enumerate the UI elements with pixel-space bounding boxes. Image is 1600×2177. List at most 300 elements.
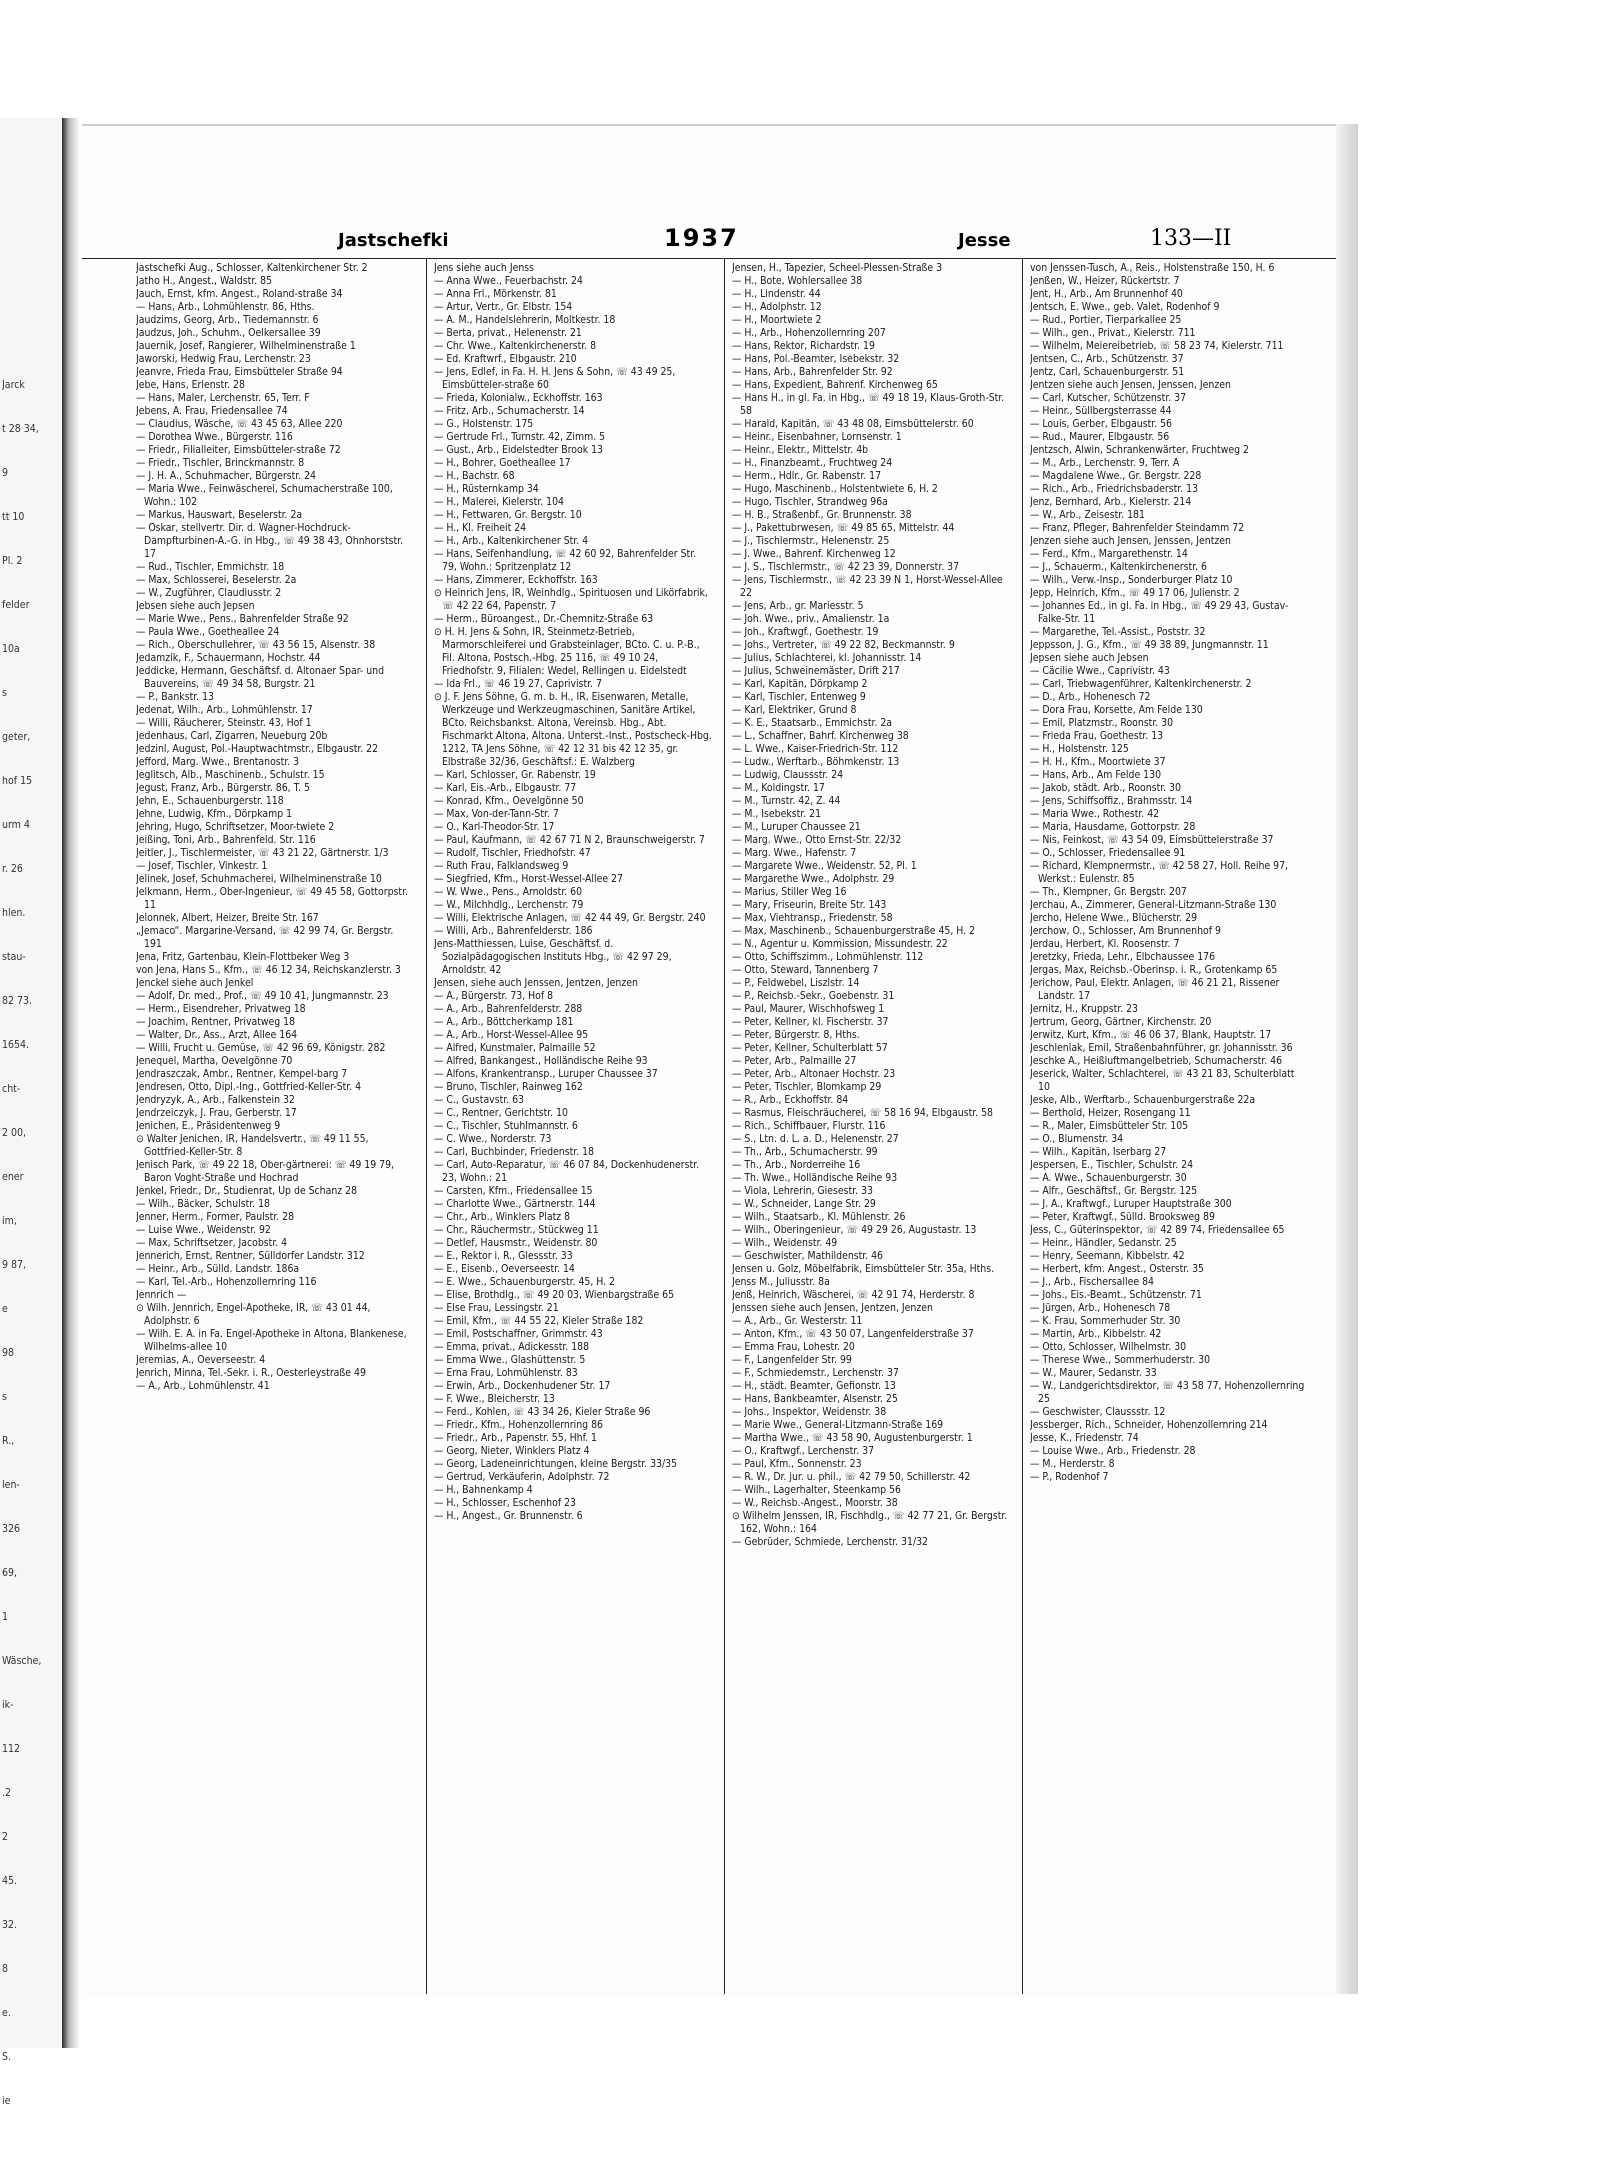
book-gutter: [62, 118, 80, 2048]
previous-page-fragment: hlen.: [2, 908, 26, 919]
directory-entry: Jastschefki Aug., Schlosser, Kaltenkirchener Str. 2: [136, 262, 368, 274]
previous-page-fragment: 2: [2, 1832, 9, 1843]
directory-entry: Jensen, H., Tapezier, Scheel-Plessen-Straße 3: [732, 262, 943, 274]
directory-entry: — Markus, Hauswart, Beselerstr. 2a: [136, 509, 303, 521]
directory-entry: Jebens, A. Frau, Friedensallee 74: [136, 405, 288, 417]
directory-entry: — Chr., Räuchermstr., Stückweg 11: [434, 1224, 599, 1236]
directory-entry: — J., Pakettubrwesen, ☏ 49 85 65, Mittelstr. 44: [732, 522, 955, 534]
directory-entry: — Rich., Schiffbauer, Flurstr. 116: [732, 1120, 886, 1132]
directory-entry: — Friedr., Kfm., Hohenzollernring 86: [434, 1419, 603, 1431]
directory-entry: — Paula Wwe., Goetheallee 24: [136, 626, 280, 638]
directory-entry: ⊙ J. F. Jens Söhne, G. m. b. H., IR, Eisenwaren, Metalle, Werkzeuge und Werkzeugmaschinen, Sanitäre Artikel, BCto. Reichsbankst. Altona, Vereinsb. Hbg., Abt. Fischmarkt Altona, Altona. Unterst.-Inst., Postscheck-Hbg. 1212, TA Jens Söhne, ☏ 42 12 31 bis 42 12 35, gr. Elbstraße 32/36, Geschäftsf.: E. Walzberg: [434, 691, 712, 768]
directory-entry: — Cäcilie Wwe., Caprivistr. 43: [1030, 665, 1170, 677]
directory-entry: Jeschke A., Heißluftmangelbetrieb, Schumacherstr. 46: [1030, 1055, 1283, 1067]
directory-entry: — C., Tischler, Stuhlmannstr. 6: [434, 1120, 578, 1132]
previous-page-fragment: tt 10: [2, 512, 25, 523]
directory-entry: — Karl, Schlosser, Gr. Rabenstr. 19: [434, 769, 596, 781]
directory-entry: — W. Wwe., Pens., Arnoldstr. 60: [434, 886, 583, 898]
previous-page-fragment: 9 87,: [2, 1260, 27, 1271]
directory-entry: Jendryzyk, A., Arb., Falkenstein 32: [136, 1094, 295, 1106]
directory-entry: Jergas, Max, Reichsb.-Oberinsp. i. R., Grotenkamp 65: [1030, 964, 1278, 976]
previous-page-fragment: geter,: [2, 732, 31, 743]
directory-entry: — Th., Arb., Schumacherstr. 99: [732, 1146, 878, 1158]
directory-entry: — H., Arb., Hohenzollernring 207: [732, 327, 886, 339]
directory-entry: — Ferd., Kfm., Margarethenstr. 14: [1030, 548, 1188, 560]
directory-entry: — Rasmus, Fleischräucherei, ☏ 58 16 94, Elbgaustr. 58: [732, 1107, 993, 1119]
directory-entry: — Hans, Expedient, Bahrenf. Kirchenweg 65: [732, 379, 938, 391]
directory-entry: — Marius, Stiller Weg 16: [732, 886, 847, 898]
directory-entry: — Josef, Tischler, Vinkestr. 1: [136, 860, 268, 872]
directory-entry: — M., Luruper Chaussee 21: [732, 821, 861, 833]
directory-entry: — J. H. A., Schuhmacher, Bürgerstr. 24: [136, 470, 316, 482]
directory-entry: — H., Angest., Gr. Brunnenstr. 6: [434, 1510, 583, 1522]
directory-entry: — Ludwig, Claussstr. 24: [732, 769, 844, 781]
directory-entry: — J. A., Kraftwgf., Luruper Hauptstraße 300: [1030, 1198, 1232, 1210]
directory-entry: von Jena, Hans S., Kfm., ☏ 46 12 34, Reichskanzlerstr. 3: [136, 964, 401, 976]
directory-entry: — W., Schneider, Lange Str. 29: [732, 1198, 876, 1210]
directory-entry: — Georg, Nieter, Winklers Platz 4: [434, 1445, 590, 1457]
directory-entry: — Heinr., Süllbergsterrasse 44: [1030, 405, 1172, 417]
directory-entry: — H., Schlosser, Eschenhof 23: [434, 1497, 576, 1509]
directory-entry: Jens siehe auch Jenss: [434, 262, 535, 274]
directory-entry: — W., Milchhdlg., Lerchenstr. 79: [434, 899, 584, 911]
directory-entry: — Louis, Gerber, Elbgaustr. 56: [1030, 418, 1172, 430]
directory-entry: — L., Schaffner, Bahrf. Kirchenweg 38: [732, 730, 909, 742]
previous-page-fragment: len-: [2, 1480, 20, 1491]
directory-entry: — H., Bachstr. 68: [434, 470, 515, 482]
directory-entry: — C. Wwe., Norderstr. 73: [434, 1133, 552, 1145]
directory-entry: — Maria Wwe., Feinwäscherei, Schumacherstraße 100, Wohn.: 102: [136, 483, 393, 508]
directory-entry: — Th., Klempner, Gr. Bergstr. 207: [1030, 886, 1187, 898]
previous-page-fragment: 112: [2, 1744, 21, 1755]
directory-entry: — J. Wwe., Bahrenf. Kirchenweg 12: [732, 548, 896, 560]
directory-entry: — Peter, Arb., Altonaer Hochstr. 23: [732, 1068, 896, 1080]
directory-entry: — Anton, Kfm., ☏ 43 50 07, Langenfelderstraße 37: [732, 1328, 974, 1340]
directory-entry: — Marie Wwe., General-Litzmann-Straße 169: [732, 1419, 944, 1431]
directory-entry: — Wilh., gen., Privat., Kielerstr. 711: [1030, 327, 1196, 339]
directory-entry: — Hans, Pol.-Beamter, Isebekstr. 32: [732, 353, 900, 365]
header-last-entry: Jesse: [958, 230, 1011, 251]
directory-entry: — Carl, Kutscher, Schützenstr. 37: [1030, 392, 1187, 404]
directory-columns: [126, 262, 1322, 1992]
directory-entry: — Oskar, stellvertr. Dir. d. Wagner-Hochdruck-Dampfturbinen-A.-G. in Hbg., ☏ 49 38 43, Ohnhorststr. 17: [136, 522, 404, 560]
previous-page-fragment: 82 73.: [2, 996, 33, 1007]
directory-entry: — Friedr., Arb., Papenstr. 55, Hhf. 1: [434, 1432, 597, 1444]
directory-entry: — Mary, Friseurin, Breite Str. 143: [732, 899, 887, 911]
directory-entry: — Berta, privat., Helenenstr. 21: [434, 327, 582, 339]
directory-entry: — Johs., Inspektor, Weidenstr. 38: [732, 1406, 887, 1418]
directory-entry: Jenisch Park, ☏ 49 22 18, Ober-gärtnerei: ☏ 49 19 79, Baron Voght-Straße und Hochrad: [136, 1159, 394, 1184]
directory-entry: — L. Wwe., Kaiser-Friedrich-Str. 112: [732, 743, 899, 755]
column-2: [434, 262, 712, 1992]
directory-entry: Jerdau, Herbert, Kl. Roosenstr. 7: [1030, 938, 1180, 950]
directory-entry: — Erna Frau, Lohmühlenstr. 83: [434, 1367, 578, 1379]
directory-entry: — Rud., Tischler, Emmichstr. 18: [136, 561, 285, 573]
directory-entry: Jenssen siehe auch Jensen, Jentzen, Jenzen: [732, 1302, 933, 1314]
directory-entry: Jenner, Herm., Former, Paulstr. 28: [136, 1211, 295, 1223]
directory-entry: — Otto, Schlosser, Wilhelmstr. 30: [1030, 1341, 1187, 1353]
directory-entry: Jens-Matthiessen, Luise, Geschäftsf. d. Sozialpädagogischen Instituts Hbg., ☏ 42 97 29, Arnoldstr. 42: [434, 938, 672, 976]
directory-entry: — Louise Wwe., Arb., Friedenstr. 28: [1030, 1445, 1196, 1457]
directory-entry: Jess, C., Güterinspektor, ☏ 42 89 74, Friedensallee 65: [1030, 1224, 1285, 1236]
directory-entry: ⊙ H. H. Jens & Sohn, IR, Steinmetz-Betrieb, Marmorschleiferei und Grabsteinlager, BCto. C. u. P.-B., Fil. Altona, Postsch.-Hbg. 25 116, ☏ 49 10 24, Friedhofstr. 9, Filialen: Wedel, Rellingen u. Eidelstedt: [434, 626, 700, 677]
previous-page-fragment: .2: [2, 1788, 12, 1799]
directory-entry: — Gertrud, Verkäuferin, Adolphstr. 72: [434, 1471, 610, 1483]
directory-entry: — G., Holstenstr. 175: [434, 418, 534, 430]
previous-page-fragment: t 28 34,: [2, 424, 39, 435]
directory-entry: — Alfons, Krankentransp., Luruper Chaussee 37: [434, 1068, 658, 1080]
directory-entry: — M., Turnstr. 42, Z. 44: [732, 795, 841, 807]
directory-entry: Jenßen, W., Heizer, Rückertstr. 7: [1030, 275, 1180, 287]
directory-entry: — P., Rodenhof 7: [1030, 1471, 1109, 1483]
directory-entry: — J., Tischlermstr., Helenenstr. 25: [732, 535, 890, 547]
previous-page-fragment: stau-: [2, 952, 26, 963]
directory-entry: Jespersen, E., Tischler, Schulstr. 24: [1030, 1159, 1194, 1171]
directory-entry: — O., Schlosser, Friedensallee 91: [1030, 847, 1186, 859]
directory-entry: — Jens, Edlef, in Fa. H. H. Jens & Sohn, ☏ 43 49 25, Eimsbütteler-straße 60: [434, 366, 676, 391]
directory-entry: — H., Bohrer, Goetheallee 17: [434, 457, 571, 469]
directory-entry: Jebe, Hans, Erlenstr. 28: [136, 379, 245, 391]
directory-entry: — Herm., Eisendreher, Privatweg 18: [136, 1003, 306, 1015]
directory-entry: Jatho H., Angest., Waldstr. 85: [136, 275, 273, 287]
directory-entry: Jenichen, E., Präsidentenweg 9: [136, 1120, 281, 1132]
directory-entry: Jauch, Ernst, kfm. Angest., Roland-straße 34: [136, 288, 343, 300]
directory-entry: — Geschwister, Claussstr. 12: [1030, 1406, 1166, 1418]
previous-page-fragment: hof 15: [2, 776, 33, 787]
directory-entry: — O., Karl-Theodor-Str. 17: [434, 821, 555, 833]
directory-entry: — K. Frau, Sommerhuder Str. 30: [1030, 1315, 1181, 1327]
directory-entry: — A., Arb., Böttcherkamp 181: [434, 1016, 574, 1028]
directory-entry: — Hans H., in gl. Fa. in Hbg., ☏ 49 18 19, Klaus-Groth-Str. 58: [732, 392, 1005, 417]
directory-entry: — Wilh., Bäcker, Schulstr. 18: [136, 1198, 270, 1210]
directory-entry: — Ferd., Kohlen, ☏ 43 34 26, Kieler Straße 96: [434, 1406, 651, 1418]
directory-entry: — Gebrüder, Schmiede, Lerchenstr. 31/32: [732, 1536, 928, 1548]
directory-entry: — Hugo, Maschinenb., Holstentwiete 6, H. 2: [732, 483, 938, 495]
directory-entry: — W., Landgerichtsdirektor, ☏ 43 58 77, Hohenzollernring 25: [1030, 1380, 1305, 1405]
previous-page-fragment: 69,: [2, 1568, 18, 1579]
directory-entry: — Detlef, Hausmstr., Weidenstr. 80: [434, 1237, 598, 1249]
directory-entry: — O., Kraftwgf., Lerchenstr. 37: [732, 1445, 875, 1457]
directory-entry: — Paul, Kaufmann, ☏ 42 67 71 N 2, Braunschweigerstr. 7: [434, 834, 705, 846]
previous-page-fragment: e.: [2, 2008, 11, 2019]
directory-entry: — Peter, Kellner, Schulterblatt 57: [732, 1042, 888, 1054]
directory-entry: — D., Arb., Hohenesch 72: [1030, 691, 1151, 703]
directory-entry: — Chr., Arb., Winklers Platz 8: [434, 1211, 571, 1223]
directory-entry: — Ruth Frau, Falklandsweg 9: [434, 860, 569, 872]
directory-entry: — J., Schauerm., Kaltenkirchenerstr. 6: [1030, 561, 1207, 573]
directory-entry: — H., Malerei, Kielerstr. 104: [434, 496, 564, 508]
directory-entry: — F., Schmiedemstr., Lerchenstr. 37: [732, 1367, 899, 1379]
directory-entry: Jerwitz, Kurt, Kfm., ☏ 46 06 37, Blank, Hauptstr. 17: [1030, 1029, 1272, 1041]
previous-page-fragment: Wäsche,: [2, 1656, 42, 1667]
directory-entry: — Johannes Ed., in gl. Fa. in Hbg., ☏ 49 29 43, Gustav-Falke-Str. 11: [1030, 600, 1289, 625]
directory-entry: — Marg. Wwe., Hafenstr. 7: [732, 847, 857, 859]
header-year: 1937: [664, 224, 739, 252]
directory-entry: — Heinr., Eisenbahner, Lornsenstr. 1: [732, 431, 902, 443]
directory-entry: — F., Langenfelder Str. 99: [732, 1354, 852, 1366]
directory-entry: — Peter, Kraftwgf., Sülld. Brooksweg 89: [1030, 1211, 1215, 1223]
previous-page-fragment: 1654.: [2, 1040, 30, 1051]
directory-entry: — M., Koldingstr. 17: [732, 782, 825, 794]
directory-entry: — Ida Frl., ☏ 46 19 27, Caprivistr. 7: [434, 678, 602, 690]
directory-entry: Jehring, Hugo, Schriftsetzer, Moor-twiete 2: [136, 821, 335, 833]
directory-entry: — Alfr., Geschäftsf., Gr. Bergstr. 125: [1030, 1185, 1198, 1197]
directory-entry: — Gertrude Frl., Turnstr. 42, Zimm. 5: [434, 431, 606, 443]
directory-entry: — H., Adolphstr. 12: [732, 301, 822, 313]
directory-entry: — Ludw., Werftarb., Böhmkenstr. 13: [732, 756, 900, 768]
directory-entry: — Joh. Wwe., priv., Amalienstr. 1a: [732, 613, 890, 625]
directory-entry: — Hans, Arb., Am Felde 130: [1030, 769, 1162, 781]
directory-entry: — Hans, Zimmerer, Eckhoffstr. 163: [434, 574, 598, 586]
directory-entry: — Elise, Brothdlg., ☏ 49 20 03, Wienbargstraße 65: [434, 1289, 675, 1301]
directory-entry: Jeißing, Toni, Arb., Bahrenfeld. Str. 116: [136, 834, 316, 846]
directory-entry: — Emil, Postschaffner, Grimmstr. 43: [434, 1328, 603, 1340]
directory-entry: — H., Lindenstr. 44: [732, 288, 821, 300]
directory-entry: — Wilh., Staatsarb., Kl. Mühlenstr. 26: [732, 1211, 906, 1223]
directory-entry: — C., Rentner, Gerichtstr. 10: [434, 1107, 568, 1119]
directory-entry: — Wilh., Kapitän, Iserbarg 27: [1030, 1146, 1167, 1158]
directory-entry: Jehn, E., Schauenburgerstr. 118: [136, 795, 284, 807]
directory-entry: Jensen u. Golz, Möbelfabrik, Eimsbütteler Str. 35a, Hths.: [732, 1263, 995, 1275]
directory-entry: ⊙ Walter Jenichen, IR, Handelsvertr., ☏ 49 11 55, Gottfried-Keller-Str. 8: [136, 1133, 369, 1158]
directory-entry: — Carl, Buchbinder, Friedenstr. 18: [434, 1146, 594, 1158]
directory-entry: — Adolf, Dr. med., Prof., ☏ 49 10 41, Jungmannstr. 23: [136, 990, 389, 1002]
directory-entry: Jendresen, Otto, Dipl.-Ing., Gottfried-Keller-Str. 4: [136, 1081, 362, 1093]
directory-entry: Jendraszczak, Ambr., Rentner, Kempel-barg 7: [136, 1068, 348, 1080]
directory-entry: — Jens, Tischlermstr., ☏ 42 23 39 N 1, Horst-Wessel-Allee 22: [732, 574, 1003, 599]
directory-entry: — Wilh. E. A. in Fa. Engel-Apotheke in Altona, Blankenese, Wilhelms-allee 10: [136, 1328, 407, 1353]
directory-entry: — A., Bürgerstr. 73, Hof 8: [434, 990, 554, 1002]
directory-entry: Jelonnek, Albert, Heizer, Breite Str. 167: [136, 912, 319, 924]
directory-entry: — Dora Frau, Korsette, Am Felde 130: [1030, 704, 1203, 716]
directory-entry: ⊙ Wilhelm Jenssen, IR, Fischhdlg., ☏ 42 77 21, Gr. Bergstr. 162, Wohn.: 164: [732, 1510, 1008, 1535]
column-3: [732, 262, 1010, 1992]
directory-entry: — M., Herderstr. 8: [1030, 1458, 1115, 1470]
directory-entry: — Martin, Arb., Kibbelstr. 42: [1030, 1328, 1162, 1340]
previous-page-fragment: cht-: [2, 1084, 21, 1095]
directory-entry: — Hans, Maler, Lerchenstr. 65, Terr. F: [136, 392, 310, 404]
directory-entry: — R., Arb., Eckhoffstr. 84: [732, 1094, 849, 1106]
directory-entry: — Jens, Schiffsoffiz., Brahmsstr. 14: [1030, 795, 1193, 807]
directory-entry: — P., Reichsb.-Sekr., Goebenstr. 31: [732, 990, 895, 1002]
directory-entry: — Luise Wwe., Weidenstr. 92: [136, 1224, 271, 1236]
directory-entry: — A. M., Handelslehrerin, Moltkestr. 18: [434, 314, 616, 326]
directory-entry: — Heinr., Elektr., Mittelstr. 4b: [732, 444, 869, 456]
directory-entry: Jenequel, Martha, Oevelgönne 70: [136, 1055, 293, 1067]
directory-entry: — H., Holstenstr. 125: [1030, 743, 1129, 755]
directory-entry: — Marg. Wwe., Otto Ernst-Str. 22/32: [732, 834, 902, 846]
directory-entry: — Karl, Tischler, Entenweg 9: [732, 691, 866, 703]
directory-entry: Jent, H., Arb., Am Brunnenhof 40: [1030, 288, 1183, 300]
directory-entry: — Frieda Frau, Goethestr. 13: [1030, 730, 1164, 742]
directory-entry: — Hugo, Tischler, Strandweg 96a: [732, 496, 888, 508]
directory-entry: Jenß, Heinrich, Wäscherei, ☏ 42 91 74, Herderstr. 8: [732, 1289, 975, 1301]
directory-entry: Jedenhaus, Carl, Zigarren, Neueburg 20b: [136, 730, 328, 742]
directory-entry: — M., Arb., Lerchenstr. 9, Terr. A: [1030, 457, 1180, 469]
directory-entry: Jentzen siehe auch Jensen, Jenssen, Jenzen: [1030, 379, 1231, 391]
directory-entry: — Henry, Seemann, Kibbelstr. 42: [1030, 1250, 1185, 1262]
directory-entry: Jenrich, Minna, Tel.-Sekr. i. R., Oesterleystraße 49: [136, 1367, 366, 1379]
directory-entry: — H. B., Straßenbf., Gr. Brunnenstr. 38: [732, 509, 912, 521]
previous-page-fragment: felder: [2, 600, 30, 611]
directory-entry: Jercho, Helene Wwe., Blücherstr. 29: [1030, 912, 1198, 924]
directory-entry: — C., Gustavstr. 63: [434, 1094, 524, 1106]
directory-entry: — Willi, Räucherer, Steinstr. 43, Hof 1: [136, 717, 312, 729]
directory-entry: — Viola, Lehrerin, Giesestr. 33: [732, 1185, 873, 1197]
directory-entry: — Heinr., Arb., Sülld. Landstr. 186a: [136, 1263, 300, 1275]
previous-page-fragment: 2 00,: [2, 1128, 27, 1139]
directory-entry: — Georg, Ladeneinrichtungen, kleine Bergstr. 33/35: [434, 1458, 678, 1470]
previous-page-fragment: e: [2, 1304, 8, 1315]
directory-entry: — F. Wwe., Bleicherstr. 13: [434, 1393, 555, 1405]
previous-page-fragment: 45.: [2, 1876, 18, 1887]
directory-entry: — Peter, Tischler, Blomkamp 29: [732, 1081, 882, 1093]
directory-entry: — H., Bote, Wohlersallee 38: [732, 275, 863, 287]
directory-entry: — Magdalene Wwe., Gr. Bergstr. 228: [1030, 470, 1202, 482]
directory-entry: — Maria Wwe., Rothestr. 42: [1030, 808, 1160, 820]
directory-entry: Jeschlenlak, Emil, Straßenbahnführer, gr. Johannisstr. 36: [1030, 1042, 1293, 1054]
directory-entry: Jena, Fritz, Gartenbau, Klein-Flottbeker Weg 3: [136, 951, 350, 963]
directory-entry: — Alfred, Bankangest., Holländische Reihe 93: [434, 1055, 648, 1067]
directory-entry: — H., Arb., Kaltenkirchener Str. 4: [434, 535, 589, 547]
directory-entry: — Willi, Frucht u. Gemüse, ☏ 42 96 69, Königstr. 282: [136, 1042, 386, 1054]
directory-entry: — Emil, Platzmstr., Roonstr. 30: [1030, 717, 1174, 729]
directory-entry: — Martha Wwe., ☏ 43 58 90, Augustenburgerstr. 1: [732, 1432, 973, 1444]
directory-entry: Jerchau, A., Zimmerer, General-Litzmann-Straße 130: [1030, 899, 1277, 911]
directory-entry: Jensen, siehe auch Jenssen, Jentzen, Jenzen: [434, 977, 638, 989]
directory-entry: — Johs., Vertreter, ☏ 49 22 82, Beckmannstr. 9: [732, 639, 955, 651]
directory-entry: — Karl, Tel.-Arb., Hohenzollernring 116: [136, 1276, 317, 1288]
directory-entry: — Chr. Wwe., Kaltenkirchenerstr. 8: [434, 340, 597, 352]
directory-entry: — N., Agentur u. Kommission, Missundestr. 22: [732, 938, 948, 950]
directory-entry: Jauernik, Josef, Rangierer, Wilhelminenstraße 1: [136, 340, 356, 352]
directory-entry: — P., Feldwebel, Liszlstr. 14: [732, 977, 860, 989]
directory-entry: Jenzen siehe auch Jensen, Jenssen, Jentzen: [1030, 535, 1231, 547]
directory-entry: — Emma, privat., Adickesstr. 188: [434, 1341, 590, 1353]
directory-entry: ⊙ Wilh. Jennrich, Engel-Apotheke, IR, ☏ 43 01 44, Adolphstr. 6: [136, 1302, 371, 1327]
directory-entry: — H. H., Kfm., Moortwiete 37: [1030, 756, 1166, 768]
directory-entry: — Hans, Bankbeamter, Alsenstr. 25: [732, 1393, 898, 1405]
directory-entry: Jenz, Bernhard, Arb., Kielerstr. 214: [1030, 496, 1192, 508]
directory-entry: Jeppsson, J. G., Kfm., ☏ 49 38 89, Jungmannstr. 11: [1030, 639, 1269, 651]
directory-entry: — Joh., Kraftwgf., Goethestr. 19: [732, 626, 879, 638]
directory-entry: Jentsen, C., Arb., Schützenstr. 37: [1030, 353, 1184, 365]
directory-entry: — H., städt. Beamter, Gefionstr. 13: [732, 1380, 896, 1392]
directory-entry: — K. E., Staatsarb., Emmichstr. 2a: [732, 717, 893, 729]
directory-entry: Jedenat, Wilh., Arb., Lohmühlenstr. 17: [136, 704, 313, 716]
directory-entry: — Wilh., Oberingenieur, ☏ 49 29 26, Augustastr. 13: [732, 1224, 977, 1236]
directory-entry: Jefford, Marg. Wwe., Brentanostr. 3: [136, 756, 300, 768]
directory-entry: — J., Arb., Fischersallee 84: [1030, 1276, 1154, 1288]
directory-entry: — Artur, Vertr., Gr. Elbstr. 154: [434, 301, 573, 313]
directory-entry: — A., Arb., Bahrenfelderstr. 288: [434, 1003, 583, 1015]
directory-entry: — Berthold, Heizer, Rosengang 11: [1030, 1107, 1191, 1119]
directory-entry: — Jürgen, Arb., Hohenesch 78: [1030, 1302, 1171, 1314]
directory-entry: — Charlotte Wwe., Gärtnerstr. 144: [434, 1198, 596, 1210]
directory-entry: — Therese Wwe., Sommerhuderstr. 30: [1030, 1354, 1211, 1366]
directory-entry: — Max, Viehtransp., Friedenstr. 58: [732, 912, 893, 924]
directory-entry: — Maria, Hausdame, Gottorpstr. 28: [1030, 821, 1196, 833]
directory-entry: — P., Bankstr. 13: [136, 691, 214, 703]
directory-entry: Jeitler, J., Tischlermeister, ☏ 43 21 22, Gärtnerstr. 1/3: [136, 847, 389, 859]
previous-page-fragment: 326: [2, 1524, 21, 1535]
directory-entry: — Johs., Eis.-Beamt., Schützenstr. 71: [1030, 1289, 1202, 1301]
directory-entry: Jeretzky, Frieda, Lehr., Elbchaussee 176: [1030, 951, 1216, 963]
directory-entry: Jeanvre, Frieda Frau, Eimsbütteler Straße 94: [136, 366, 343, 378]
directory-entry: — Emil, Kfm., ☏ 44 55 22, Kieler Straße 182: [434, 1315, 644, 1327]
previous-page-fragment: R.,: [2, 1436, 15, 1447]
directory-entry: Jesse, K., Friedenstr. 74: [1030, 1432, 1139, 1444]
directory-entry: — Jens, Arb., gr. Mariesstr. 5: [732, 600, 864, 612]
previous-page-fragment: s: [2, 1392, 7, 1403]
previous-page-fragment: urm 4: [2, 820, 30, 831]
directory-entry: Jedamzik, F., Schauermann, Hochstr. 44: [136, 652, 321, 664]
directory-entry: — Carl, Triebwagenführer, Kaltenkirchenerstr. 2: [1030, 678, 1252, 690]
directory-entry: — R. W., Dr. jur. u. phil., ☏ 42 79 50, Schillerstr. 42: [732, 1471, 971, 1483]
directory-entry: — Wilh., Verw.-Insp., Sonderburger Platz 10: [1030, 574, 1233, 586]
directory-entry: ⊙ Heinrich Jens, IR, Weinhdlg., Spirituosen und Likörfabrik, ☏ 42 22 64, Papenstr. 7: [434, 587, 708, 612]
directory-entry: — Frieda, Kolonialw., Eckhoffstr. 163: [434, 392, 603, 404]
directory-entry: — Friedr., Tischler, Brinckmannstr. 8: [136, 457, 305, 469]
directory-entry: — Joachim, Rentner, Privatweg 18: [136, 1016, 296, 1028]
previous-page-fragment: 32.: [2, 1920, 18, 1931]
previous-page-fragment: S.: [2, 2052, 11, 2063]
directory-entry: — H., Fettwaren, Gr. Bergstr. 10: [434, 509, 582, 521]
directory-entry: — H., Finanzbeamt., Fruchtweg 24: [732, 457, 893, 469]
directory-entry: — Konrad, Kfm., Oevelgönne 50: [434, 795, 584, 807]
directory-entry: Jeglitsch, Alb., Maschinenb., Schulstr. 15: [136, 769, 325, 781]
directory-entry: Jaudzims, Georg, Arb., Tiedemannstr. 6: [136, 314, 319, 326]
directory-entry: — J. S., Tischlermstr., ☏ 42 23 39, Donnerstr. 37: [732, 561, 960, 573]
directory-entry: Jessberger, Rich., Schneider, Hohenzollernring 214: [1030, 1419, 1268, 1431]
directory-entry: — Willi, Elektrische Anlagen, ☏ 42 44 49, Gr. Bergstr. 240: [434, 912, 706, 924]
previous-page-fragment: 10a: [2, 644, 20, 655]
directory-entry: — Margarethe Wwe., Adolphstr. 29: [732, 873, 895, 885]
header-first-entry: Jastschefki: [338, 230, 449, 251]
directory-entry: — Max, Schlosserei, Beselerstr. 2a: [136, 574, 297, 586]
directory-entry: — E., Rektor i. R., Glessstr. 33: [434, 1250, 573, 1262]
directory-entry: Jebsen siehe auch Jepsen: [136, 600, 255, 612]
directory-entry: — E., Eisenb., Oeverseestr. 14: [434, 1263, 575, 1275]
directory-entry: — Rudolf, Tischler, Friedhofstr. 47: [434, 847, 591, 859]
directory-entry: — Th., Arb., Norderreihe 16: [732, 1159, 861, 1171]
directory-entry: — Hans, Arb., Bahrenfelder Str. 92: [732, 366, 893, 378]
directory-entry: — W., Reichsb.-Angest., Moorstr. 38: [732, 1497, 898, 1509]
directory-entry: — Emma Wwe., Glashüttenstr. 5: [434, 1354, 586, 1366]
directory-entry: Jehne, Ludwig, Kfm., Dörpkamp 1: [136, 808, 293, 820]
directory-entry: — Emma Frau, Lohestr. 20: [732, 1341, 855, 1353]
directory-entry: Jentz, Carl, Schauenburgerstr. 51: [1030, 366, 1185, 378]
directory-entry: Jaudzus, Joh., Schuhm., Oelkersallee 39: [136, 327, 321, 339]
directory-entry: — Otto, Steward, Tannenberg 7: [732, 964, 879, 976]
previous-page-fragment: r. 26: [2, 864, 23, 875]
directory-entry: — Max, Schriftsetzer, Jacobstr. 4: [136, 1237, 288, 1249]
previous-page-fragment: ie: [2, 2096, 11, 2107]
directory-entry: — W., Maurer, Sedanstr. 33: [1030, 1367, 1157, 1379]
previous-page-fragment: im,: [2, 1216, 17, 1227]
directory-entry: — W., Zugführer, Claudiusstr. 2: [136, 587, 282, 599]
previous-page-fragment: ik-: [2, 1700, 14, 1711]
directory-entry: — Wilhelm, Meiereibetrieb, ☏ 58 23 74, Kielerstr. 711: [1030, 340, 1284, 352]
previous-page-fragment: ener: [2, 1172, 24, 1183]
previous-page-fragment: 1: [2, 1612, 9, 1623]
directory-entry: — Rud., Maurer, Elbgaustr. 56: [1030, 431, 1170, 443]
directory-entry: — Franz, Pfleger, Bahrenfelder Steindamm 72: [1030, 522, 1245, 534]
directory-entry: — Th. Wwe., Holländische Reihe 93: [732, 1172, 898, 1184]
directory-entry: — Carsten, Kfm., Friedensallee 15: [434, 1185, 593, 1197]
directory-entry: Jerichow, Paul, Elektr. Anlagen, ☏ 46 21 21, Rissener Landstr. 17: [1030, 977, 1280, 1002]
directory-entry: — Hans, Seifenhandlung, ☏ 42 60 92, Bahrenfelder Str. 79, Wohn.: Spritzenplatz 12: [434, 548, 697, 573]
